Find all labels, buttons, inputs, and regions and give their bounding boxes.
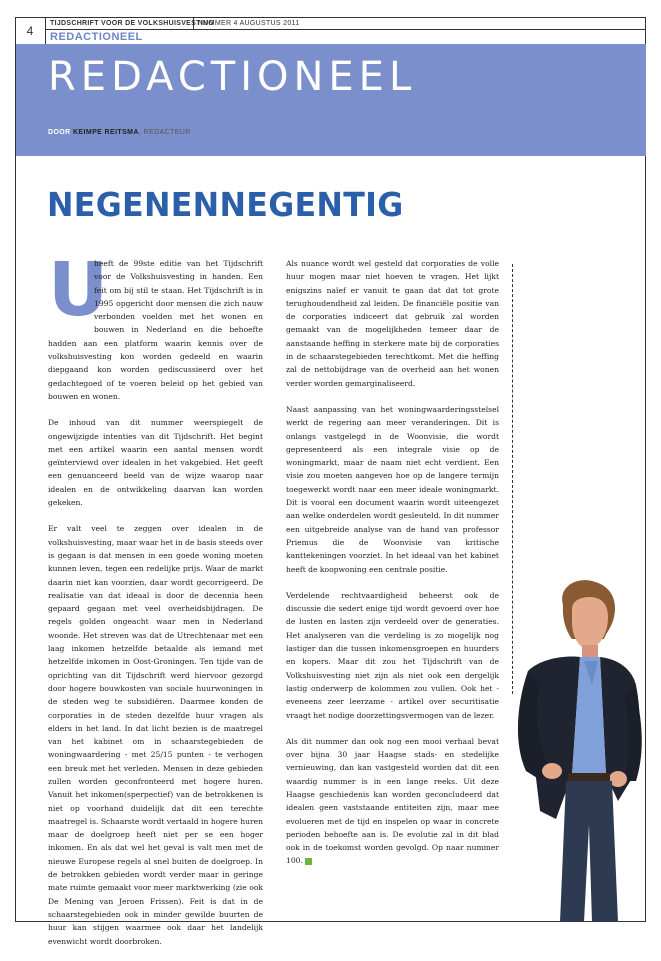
journal-name-text: TIJDSCHRIFT VOOR DE VOLKSHUISVESTING — [50, 19, 215, 27]
paragraph: Verdelende rechtvaardigheid beheerst ook de discussie die sedert enige tijd wordt gevoerd over hoe de lusten en lasten zijn verdeeld over de generaties. Het analyseren van die verdeling is zo mogelijk nog lastiger dan die tussen inkomensgroepen en huurders en kopers. Maar dit zou het Tijdschrift van de Volkshuisvesting niet zijn als niet ook een dergelijk lastig onderwerp de kolommen zou vullen. Ook het - eveneens zeer leerzame - artikel over securitisatie vraagt het nodige doorzettingsvermogen van de lezer. — [286, 590, 499, 720]
byline-author: KEIMPE REITSMA — [72, 129, 139, 136]
byline — [48, 129, 191, 136]
square-end-mark-icon — [305, 858, 312, 865]
paragraph: De inhoud van dit nummer weerspiegelt de ongewijzigde intenties van dit Tijdschrift. Het begint met een artikel waarin een aantal mensen wordt geïnterviewd over idealen in het vakgebied. Het geeft een genuanceerd beeld van de wijze waarop naar idealen en de ontwikkeling daarvan kan worden gekeken. — [48, 418, 263, 508]
banner-title: REDACTIONEEL — [48, 54, 417, 100]
byline-by: DOOR — [48, 129, 71, 136]
title-banner — [16, 44, 646, 156]
paragraph: Er valt veel te zeggen over idealen in de volkshuisvesting, maar waar het in de basis steeds over is gegaan is dat mensen in een goede woning moeten kunnen leven, tegen een redelijke prijs. Waar de markt daarin niet kan voorzien, daar wordt gecorrigeerd. De realisatie van dat ideaal is door de decennia heen gepaard gegaan met veel overheidsbijdragen. De regels golden ongeacht waar men in Nederland woonde. Het streven was dat de Utrechtenaar met een laag inkomen hetzelfde betaalde als iemand met hetzelfde inkomen in Oost-Groningen. Ten tijde van de oprichting van dit Tijdschrift werd hiervoor gezorgd door hogere bouwkosten van sociale huurwoningen in de steden weg te subsidiëren. Daarmee konden de corporaties in de steden dezelfde huur vragen als elders in het land. In dat licht bezien is de maatregel van het kabinet om in schaarstegebieden de woningwaardering - met 25/15 punten - te verhogen een breuk met het verleden. Mensen in deze gebieden zullen worden geconfronteerd met hogere huren. Vanuit het inkomen(sperpectief) van de betrokkenen is niet op voorhand duidelijk dat dit een terechte maatregel is. Schaarste wordt vertaald in hogere huren maar de doelgroep heeft niet per se een hoger inkomen. En als dat wel het geval is valt men met de nieuwe Europese regels al snel buiten de doelgroep. In de betrokken gebieden wordt verder maar in geringe mate ruimte gemaakt voor meer marktwerking (zie ook De Mening van Jeroen Frissen). Feit is dat in de schaarstegebieden ook in minder gewilde buurten de huur kan stijgen waarmee ook daar het landelijk evenwicht wordt doorbroken. — [48, 524, 264, 946]
paragraph-text: heeft de 99ste editie van het Tijdschrift voor de Volkshuisvesting in handen. Een feit om bij stil te staan. Het Tijdschrift is in 1995 opgericht door mensen die zich nauw verbonden voelden met het wonen en bouwen in Nederland en die behoefte hadden aan een platform waarin kennis over de volkshuisvesting kon worden gedeeld en waarin diepgaand kon worden gediscussieerd over het gedachtegoed of te voeren beleid op het gebied van bouwen en wonen. — [48, 259, 263, 401]
journal-name — [46, 17, 215, 29]
page-number: 4 — [15, 17, 46, 44]
byline-role: , REDACTEUR — [138, 129, 191, 136]
running-header — [46, 17, 646, 30]
issue-label: NUMMER 4 AUGUSTUS 2011 — [198, 19, 300, 27]
paragraph: Naast aanpassing van het woningwaarderingsstelsel werkt de regering aan meer veranderingen. Dit is onlangs vastgelegd in de Woonvisie, die wordt gepresenteerd als een integrale visie op de woningmarkt, maar de naam niet echt verdient. Een visie zou moeten aangeven hoe op de langere termijn toegewerkt wordt naar een meer ideale woningmarkt. Dit is vooral een document waarin wordt uiteengezet aan welke onderdelen wordt gesleuteld. In dit nummer een uitgebreide analyse van de hand van professor Priemus die de Woonvisie van kritische kanttekeningen voorziet. In het ideaal van het kabinet heeft de koopwoning een centrale positie. — [286, 404, 499, 574]
paragraph — [48, 247, 263, 403]
section-label: REDACTIONEEL — [50, 31, 143, 43]
article-column-left — [48, 247, 264, 961]
paragraph: Als nuance wordt wel gesteld dat corporaties de volle huur mogen maar niet hoeven te vragen. Het lijkt enigszins naïef er vanuit te gaan dat dat tot grote terughoudendheid zal leiden. De financiële positie van de corporaties indiceert dat gebruik zal worden gemaakt van de mogelijkheden temeer daar de aanstaande heffing in sterkere mate bij de corporaties in de schaarstegebieden terechtkomt. Met die heffing zal de nettobijdrage van de overheid aan het wonen verder worden gemarginaliseerd. — [286, 259, 499, 388]
paragraph-text: Als dit nummer dan ook nog een mooi verhaal bevat over bijna 30 jaar Haagse stads- en stedelijke vernieuwing, dan kan vastgesteld worden dat dit een waardig nummer is in een lange reeks. Uit deze Haagse geschiedenis kan worden geconcludeerd dat idealen geen vaststaande entiteiten zijn, maar mee evolueren met de tijd en inspelen op waar in concrete perioden behoefte aan is. De evolutie zal in dit blad ook in de toekomst worden gevolgd. Op naar nummer 100. — [286, 736, 499, 866]
article-title: NEGENENNEGENTIG — [47, 185, 404, 224]
author-portrait — [468, 575, 646, 922]
drop-cap: U — [48, 247, 109, 333]
